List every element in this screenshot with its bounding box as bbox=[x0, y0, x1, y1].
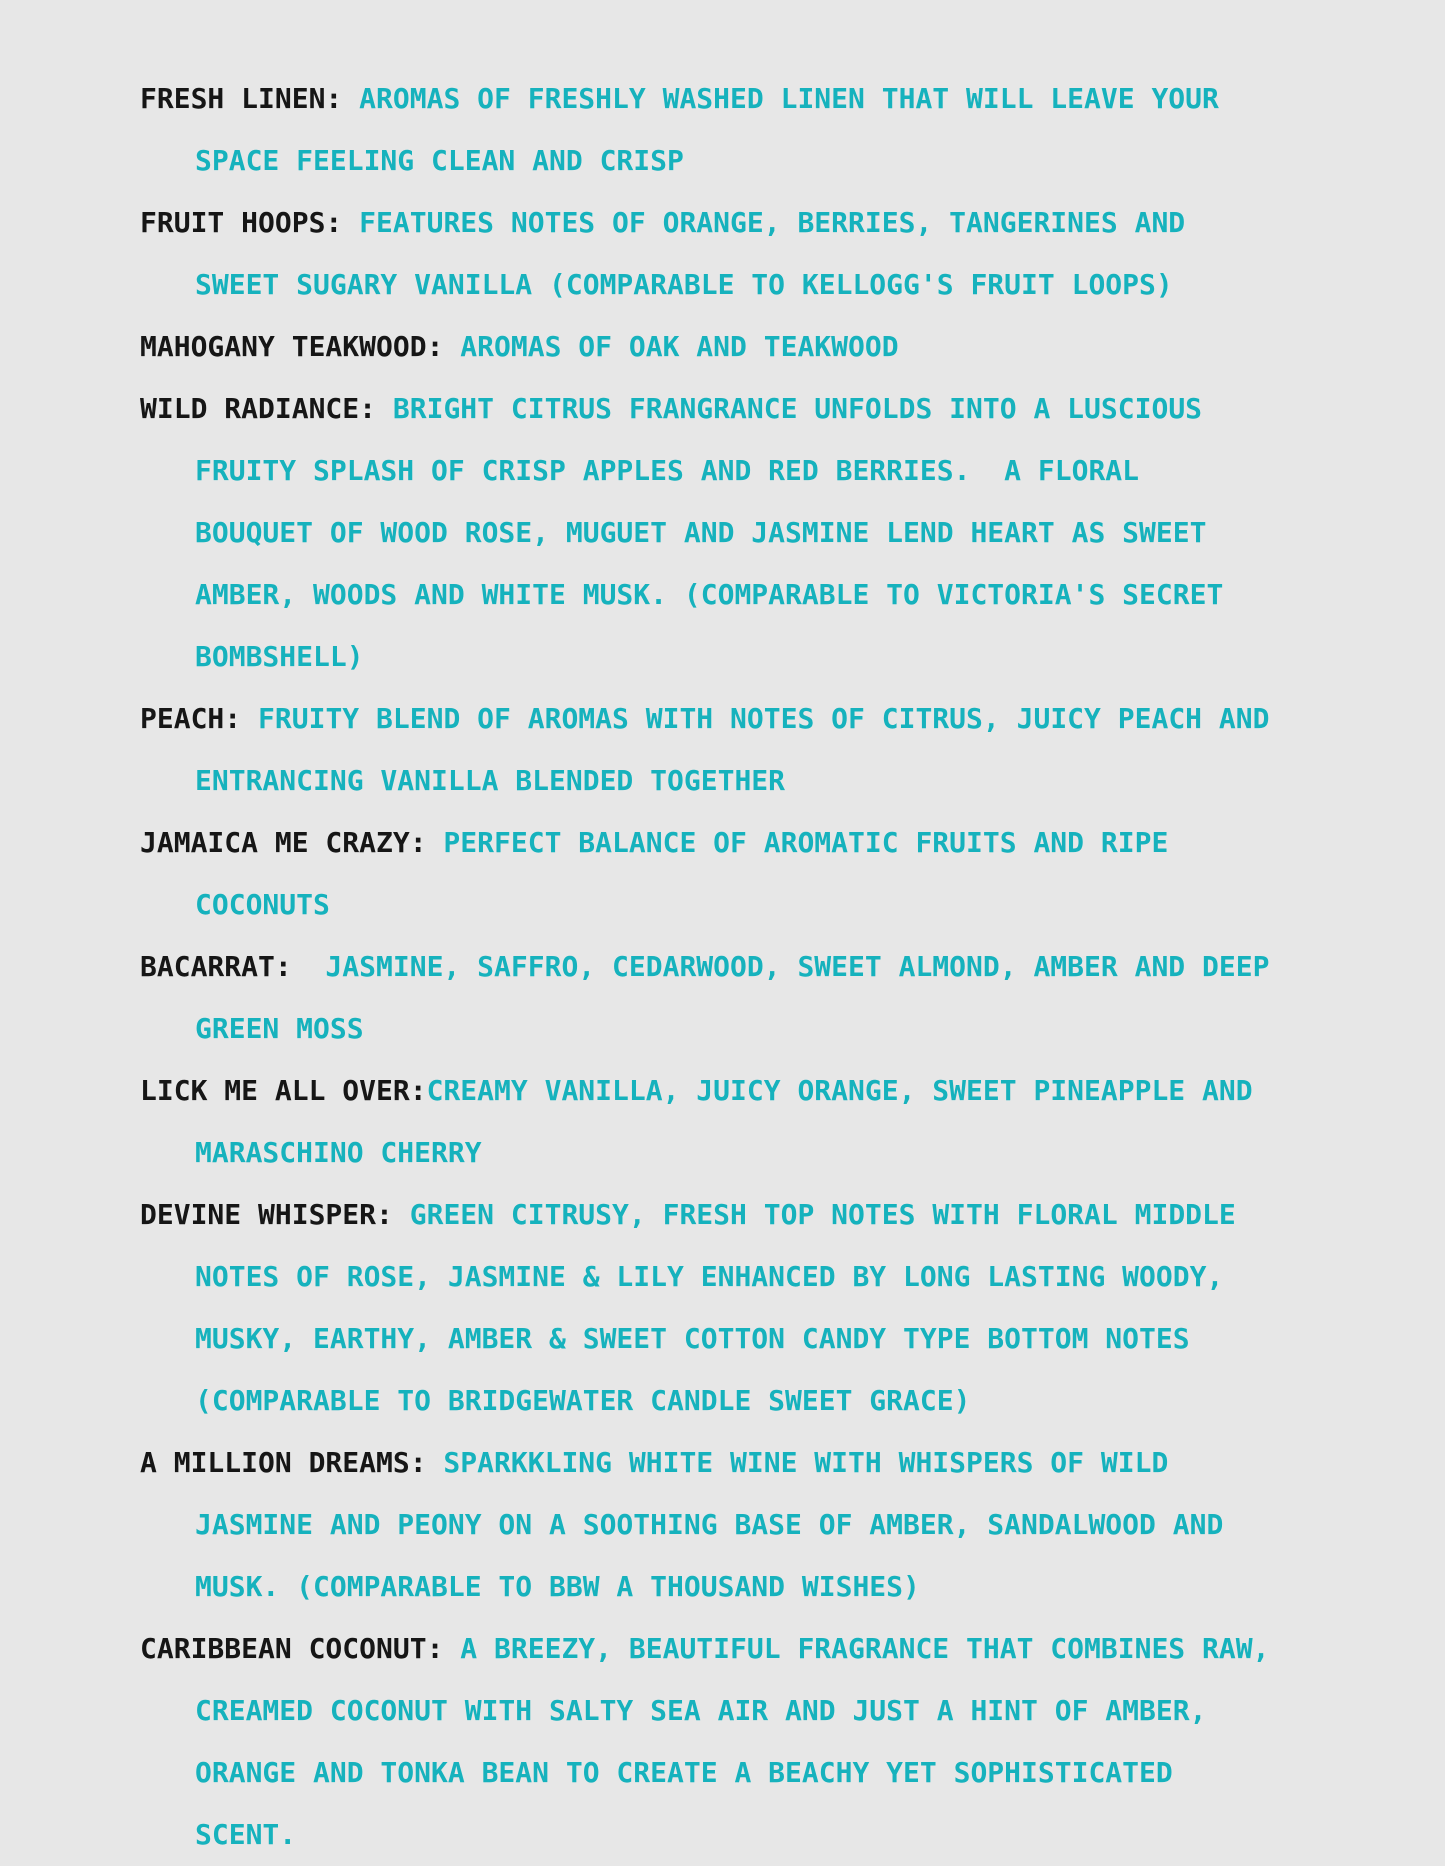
scent-name: A MILLION DREAMS: bbox=[140, 1446, 427, 1479]
scent-item-a-million-dreams bbox=[140, 1432, 1270, 1618]
scent-name: FRUIT HOOPS: bbox=[140, 206, 343, 239]
scent-item-fresh-linen bbox=[140, 68, 1270, 192]
scent-name: LICK ME ALL OVER: bbox=[140, 1074, 427, 1107]
scent-description: PERFECT BALANCE OF AROMATIC FRUITS AND RIPE COCONUTS bbox=[195, 826, 1186, 921]
scent-name: BACARRAT: bbox=[140, 950, 292, 983]
scent-item-bacarrat bbox=[140, 936, 1287, 1060]
scent-description: CREAMY VANILLA, JUICY ORANGE, SWEET PINEAPPLE AND MARASCHINO CHERRY bbox=[195, 1074, 1270, 1169]
scent-item-mahogany-teakwood bbox=[140, 316, 1270, 378]
scent-item-devine-whisper bbox=[140, 1184, 1270, 1432]
scent-description: GREEN CITRUSY, FRESH TOP NOTES WITH FLORAL MIDDLE NOTES OF ROSE, JASMINE & LILY ENHANCED BY LONG LASTING WOODY, MUSKY, EARTHY, AMBER & SWEET COTTON CANDY TYPE BOTTOM NOTES (COMPARABLE TO BRIDGEWATER CANDLE SWEET GRACE) bbox=[195, 1198, 1253, 1417]
scent-item-fruit-hoops bbox=[140, 192, 1270, 316]
scent-item-jamaica-me-crazy bbox=[140, 812, 1270, 936]
scent-description: FRUITY BLEND OF AROMAS WITH NOTES OF CITRUS, JUICY PEACH AND ENTRANCING VANILLA BLENDED TOGETHER bbox=[195, 702, 1287, 797]
scent-item-wild-radiance bbox=[140, 378, 1270, 688]
scent-description: BRIGHT CITRUS FRANGRANCE UNFOLDS INTO A LUSCIOUS FRUITY SPLASH OF CRISP APPLES AND RED BERRIES. A FLORAL BOUQUET OF WOOD ROSE, MUGUET AND JASMINE LEND HEART AS SWEET AMBER, WOODS AND WHITE MUSK. (COMPARABLE TO VICTORIA'S SECRET BOMBSHELL) bbox=[195, 392, 1241, 673]
scent-description: SPARKKLING WHITE WINE WITH WHISPERS OF WILD JASMINE AND PEONY ON A SOOTHING BASE OF AMBER, SANDALWOOD AND MUSK. (COMPARABLE TO BBW A THOUSAND WISHES) bbox=[195, 1446, 1241, 1603]
scent-description: JASMINE, SAFFRO, CEDARWOOD, SWEET ALMOND, AMBER AND DEEP GREEN MOSS bbox=[195, 950, 1287, 1045]
scent-name: WILD RADIANCE: bbox=[140, 392, 377, 425]
scent-description: FEATURES NOTES OF ORANGE, BERRIES, TANGERINES AND SWEET SUGARY VANILLA (COMPARABLE TO KELLOGG'S FRUIT LOOPS) bbox=[195, 206, 1203, 301]
scent-name: DEVINE WHISPER: bbox=[140, 1198, 393, 1231]
scent-name: PEACH: bbox=[140, 702, 242, 735]
scent-item-peach bbox=[140, 688, 1287, 812]
scent-list bbox=[140, 68, 1287, 1866]
scent-description: AROMAS OF OAK AND TEAKWOOD bbox=[443, 330, 899, 363]
scent-name: CARIBBEAN COCONUT: bbox=[140, 1632, 444, 1665]
scent-description: A BREEZY, BEAUTIFUL FRAGRANCE THAT COMBINES RAW, CREAMED COCONUT WITH SALTY SEA AIR AND JUST A HINT OF AMBER, ORANGE AND TONKA BEAN TO CREATE A BEACHY YET SOPHISTICATED SCENT. bbox=[195, 1632, 1287, 1851]
scent-item-caribbean-coconut bbox=[140, 1618, 1287, 1866]
scent-description: AROMAS OF FRESHLY WASHED LINEN THAT WILL LEAVE YOUR SPACE FEELING CLEAN AND CRISP bbox=[195, 82, 1236, 177]
scent-name: FRESH LINEN: bbox=[140, 82, 343, 115]
scent-name: JAMAICA ME CRAZY: bbox=[140, 826, 427, 859]
scent-item-lick-me-all-over bbox=[140, 1060, 1270, 1184]
scent-name: MAHOGANY TEAKWOOD: bbox=[140, 330, 444, 363]
